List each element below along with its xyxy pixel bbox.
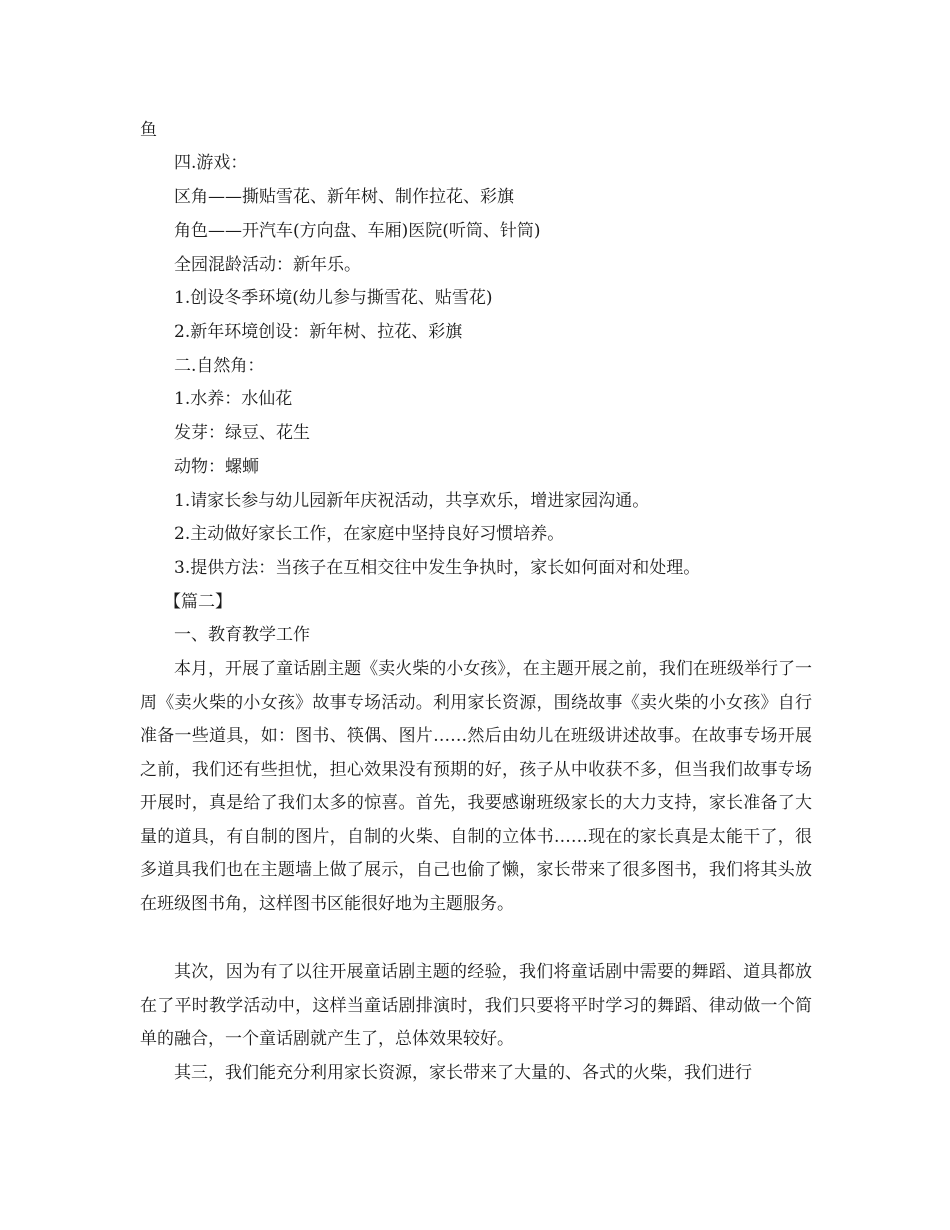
list-item: 1.水养：水仙花 [174,389,293,409]
text-line: 动物：螺蛳 [174,457,259,477]
text-line: 发芽：绿豆、花生 [174,423,310,443]
text-line: 角色——开汽车(方向盘、车厢)医院(听筒、针筒) [174,221,541,241]
text-line: 区角——撕贴雪花、新年树、制作拉花、彩旗 [174,187,514,207]
text-line: 全园混龄活动：新年乐。 [174,255,361,275]
list-item: 2.新年环境创设：新年树、拉花、彩旗 [174,322,463,342]
text-line: 鱼 [140,120,157,140]
section-heading: 一、教育教学工作 [174,625,310,645]
chapter-heading: 【篇二】 [164,592,232,612]
section-heading: 二.自然角： [174,356,265,376]
list-item: 2.主动做好家长工作，在家庭中坚持良好习惯培养。 [174,524,565,544]
list-item: 1.创设冬季环境(幼儿参与撕雪花、贴雪花) [174,288,493,308]
list-item: 1.请家长参与幼儿园新年庆祝活动，共享欢乐，增进家园沟通。 [174,491,650,511]
body-paragraph: 其次，因为有了以往开展童话剧主题的经验，我们将童话剧中需要的舞蹈、道具都放在了平时教学活动中，这样当童话剧排演时，我们只要将平时学习的舞蹈、律动做一个简单的融合，一个童话剧就产生了，总体效果较好。 [140,962,812,1049]
list-item: 3.提供方法：当孩子在互相交往中发生争执时，家长如何面对和处理。 [174,558,701,578]
body-paragraph: 其三，我们能充分利用家长资源，家长带来了大量的、各式的火柴，我们进行 [174,1063,752,1083]
body-paragraph: 本月，开展了童话剧主题《卖火柴的小女孩》，在主题开展之前，我们在班级举行了一周《卖火柴的小女孩》故事专场活动。利用家长资源，围绕故事《卖火柴的小女孩》自行准备一些道具，如：图书、筷偶、图片……然后由幼儿在班级讲述故事。在故事专场开展之前，我们还有些担忧，担心效果没有预期的好，孩子从中收获不多，但当我们故事专场开展时，真是给了我们太多的惊喜。首先，我要感谢班级家长的大力支持，家长准备了大量的道具，有自制的图片，自制的火柴、自制的立体书……现在的家长真是太能干了，很多道具我们也在主题墙上做了展示，自己也偷了懒，家长带来了很多图书，我们将其头放在班级图书角，这样图书区能很好地为主题服务。 [140,659,812,914]
section-heading: 四.游戏： [174,153,248,173]
